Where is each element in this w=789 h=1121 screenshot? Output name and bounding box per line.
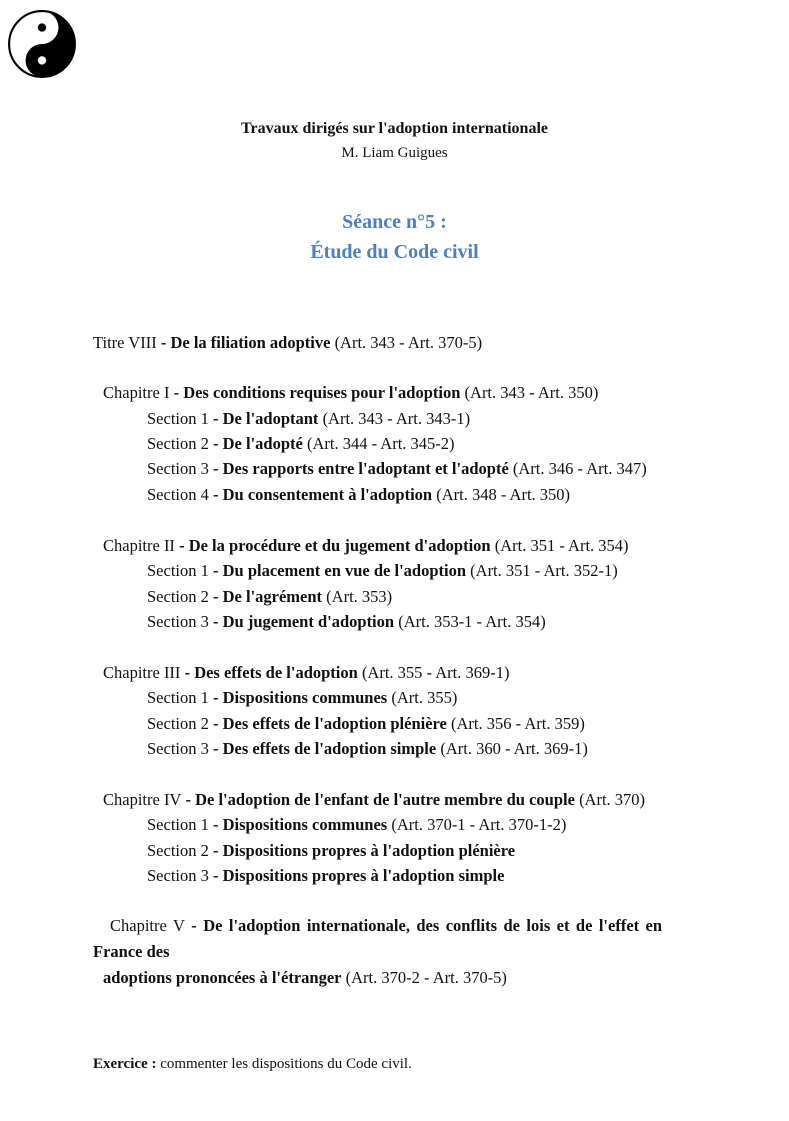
toc-section	[147, 687, 457, 709]
toc-chapter-continued	[93, 941, 170, 963]
section-prefix: Section 3	[147, 739, 209, 758]
toc-chapter	[103, 382, 598, 404]
section-range: (Art. 360 - Art. 369-1)	[436, 739, 588, 758]
section-name: De l'agrément	[222, 587, 323, 606]
chapter-separator: -	[169, 383, 184, 402]
titre-range: (Art. 343 - Art. 370-5)	[330, 333, 483, 352]
toc-chapter	[103, 789, 645, 811]
chapter-name-continued: France des	[93, 942, 170, 961]
toc-section	[147, 484, 570, 506]
toc-section	[147, 865, 504, 887]
toc-section	[147, 458, 647, 480]
chapter-range: (Art. 370-2 - Art. 370-5)	[341, 968, 507, 987]
section-separator: -	[208, 434, 223, 453]
section-name: Du placement en vue de l'adoption	[222, 561, 467, 580]
chapter-prefix: Chapitre I	[103, 383, 170, 402]
toc-section	[147, 408, 470, 430]
section-prefix: Section 1	[147, 815, 209, 834]
chapter-name: De la procédure et du jugement d'adoption	[188, 536, 491, 555]
section-prefix: Section 1	[147, 688, 209, 707]
section-name: Dispositions propres à l'adoption plénière	[222, 841, 516, 860]
section-name: Dispositions propres à l'adoption simple	[222, 866, 505, 885]
exercise-instruction	[93, 1053, 412, 1075]
section-prefix: Section 3	[147, 612, 209, 631]
chapter-separator: -	[181, 790, 196, 809]
chapter-name: Des effets de l'adoption	[194, 663, 358, 682]
exercise-label: Exercice :	[93, 1056, 157, 1072]
toc-section	[147, 713, 585, 735]
section-separator: -	[208, 409, 223, 428]
section-range: (Art. 355)	[387, 688, 458, 707]
section-separator: -	[208, 561, 223, 580]
titre-prefix: Titre VIII	[93, 333, 157, 352]
toc-section	[147, 433, 455, 455]
toc-section	[147, 814, 566, 836]
section-prefix: Section 3	[147, 866, 209, 885]
section-prefix: Section 4	[147, 485, 209, 504]
section-name: Dispositions communes	[222, 815, 388, 834]
section-range: (Art. 344 - Art. 345-2)	[302, 434, 455, 453]
section-separator: -	[208, 739, 223, 758]
toc-chapter	[103, 662, 510, 684]
toc-section	[147, 738, 588, 760]
titre-separator: -	[156, 333, 171, 352]
section-prefix: Section 3	[147, 459, 209, 478]
toc-section	[147, 611, 546, 633]
section-range: (Art. 343 - Art. 343-1)	[318, 409, 471, 428]
chapter-separator: -	[180, 663, 195, 682]
section-range: (Art. 356 - Art. 359)	[446, 714, 585, 733]
document-header	[0, 118, 789, 164]
section-separator: -	[208, 688, 223, 707]
section-separator: -	[208, 841, 223, 860]
section-prefix: Section 2	[147, 587, 209, 606]
section-name: De l'adopté	[222, 434, 303, 453]
section-range: (Art. 346 - Art. 347)	[508, 459, 647, 478]
toc-section	[147, 586, 392, 608]
toc-chapter	[103, 535, 629, 557]
section-separator: -	[208, 815, 223, 834]
section-name: Des effets de l'adoption plénière	[222, 714, 447, 733]
chapter-separator: -	[174, 536, 189, 555]
section-prefix: Section 1	[147, 561, 209, 580]
toc-chapter	[110, 915, 662, 937]
section-name: Des effets de l'adoption simple	[222, 739, 437, 758]
chapter-name-continued: adoptions prononcées à l'étranger	[103, 968, 342, 987]
toc-titre	[93, 332, 482, 354]
section-prefix: Section 2	[147, 841, 209, 860]
chapter-separator: -	[184, 916, 204, 935]
chapter-prefix: Chapitre II	[103, 536, 175, 555]
session-subject: Étude du Code civil	[310, 241, 479, 263]
chapter-name: De l'adoption internationale, des conflits de lois et de l'effet en	[203, 916, 663, 935]
document-author: M. Liam Guigues	[341, 145, 448, 161]
toc-section	[147, 840, 515, 862]
chapter-prefix: Chapitre III	[103, 663, 181, 682]
section-separator: -	[208, 459, 223, 478]
session-heading	[0, 207, 789, 267]
toc-section	[147, 560, 618, 582]
section-range: (Art. 353)	[322, 587, 393, 606]
chapter-range: (Art. 351 - Art. 354)	[490, 536, 629, 555]
section-separator: -	[208, 587, 223, 606]
chapter-range: (Art. 343 - Art. 350)	[460, 383, 599, 402]
chapter-name: Des conditions requises pour l'adoption	[183, 383, 461, 402]
section-separator: -	[208, 612, 223, 631]
chapter-prefix: Chapitre IV	[103, 790, 182, 809]
section-range: (Art. 351 - Art. 352-1)	[466, 561, 618, 580]
section-range: (Art. 370-1 - Art. 370-1-2)	[387, 815, 567, 834]
section-separator: -	[208, 485, 223, 504]
chapter-prefix: Chapitre V	[110, 916, 185, 935]
section-range: (Art. 348 - Art. 350)	[432, 485, 571, 504]
section-prefix: Section 2	[147, 434, 209, 453]
section-prefix: Section 2	[147, 714, 209, 733]
section-name: Des rapports entre l'adoptant et l'adopté	[222, 459, 509, 478]
toc-chapter-continued	[103, 967, 507, 989]
section-range: (Art. 353-1 - Art. 354)	[394, 612, 546, 631]
session-number: Séance n°5 :	[342, 211, 447, 233]
section-separator: -	[208, 866, 223, 885]
section-name: Du jugement d'adoption	[222, 612, 395, 631]
document-title: Travaux dirigés sur l'adoption internationale	[241, 120, 548, 137]
section-name: Du consentement à l'adoption	[222, 485, 433, 504]
exercise-text: commenter les dispositions du Code civil.	[156, 1056, 412, 1072]
section-separator: -	[208, 714, 223, 733]
section-name: Dispositions communes	[222, 688, 388, 707]
yin-yang-logo	[7, 9, 77, 79]
chapter-range: (Art. 370)	[574, 790, 646, 809]
titre-name: De la filiation adoptive	[170, 333, 331, 352]
chapter-name: De l'adoption de l'enfant de l'autre membre du couple	[195, 790, 575, 809]
section-prefix: Section 1	[147, 409, 209, 428]
chapter-range: (Art. 355 - Art. 369-1)	[357, 663, 510, 682]
section-name: De l'adoptant	[222, 409, 319, 428]
